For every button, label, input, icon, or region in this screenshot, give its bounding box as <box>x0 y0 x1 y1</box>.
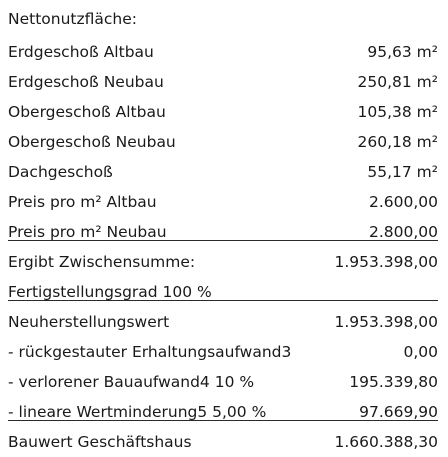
row-value: 55,17 m² <box>367 163 438 181</box>
row-obergeschoss-altbau <box>8 97 438 127</box>
row-value: 1.953.398,00 <box>334 253 438 271</box>
row-erdgeschoss-altbau <box>8 37 438 67</box>
row-erhaltungsaufwand <box>8 337 438 367</box>
row-value: 95,63 m² <box>367 43 438 61</box>
row-preis-neubau <box>8 217 438 247</box>
row-erdgeschoss-neubau <box>8 67 438 97</box>
row-value: 0,00 <box>403 343 438 361</box>
row-label: Obergeschoß Neubau <box>8 133 176 151</box>
row-label: Neuherstellungswert <box>8 313 170 331</box>
row-label: Obergeschoß Altbau <box>8 103 166 121</box>
row-label: - lineare Wertminderung5 5,00 % <box>8 403 267 421</box>
row-obergeschoss-neubau <box>8 127 438 157</box>
row-label: Ergibt Zwischensumme: <box>8 253 196 271</box>
row-value: 260,18 m² <box>357 133 438 151</box>
row-value: 97.669,90 <box>359 403 438 421</box>
row-preis-altbau <box>8 187 438 217</box>
row-value: 195.339,80 <box>349 373 438 391</box>
row-zwischensumme <box>8 247 438 277</box>
valuation-rows <box>8 37 438 457</box>
row-label: Erdgeschoß Neubau <box>8 73 164 91</box>
row-value: 250,81 m² <box>357 73 438 91</box>
row-label: Fertigstellungsgrad 100 % <box>8 283 212 301</box>
row-dachgeschoss <box>8 157 438 187</box>
row-label: - rückgestauter Erhaltungsaufwand3 <box>8 343 292 361</box>
row-fertigstellungsgrad <box>8 277 438 307</box>
row-bauwert-geschaeftshaus <box>8 427 438 457</box>
row-value: 2.800,00 <box>368 223 438 241</box>
row-label: Erdgeschoß Altbau <box>8 43 154 61</box>
section-heading: Nettonutzfläche: <box>8 10 137 28</box>
row-value: 1.953.398,00 <box>334 313 438 331</box>
row-verlorener-bauaufwand <box>8 367 438 397</box>
row-wertminderung <box>8 397 438 427</box>
row-value: 2.600,00 <box>368 193 438 211</box>
row-label: Preis pro m² Altbau <box>8 193 157 211</box>
row-label: Dachgeschoß <box>8 163 113 181</box>
row-label: - verlorener Bauaufwand4 10 % <box>8 373 255 391</box>
row-label: Preis pro m² Neubau <box>8 223 167 241</box>
row-neuherstellungswert <box>8 307 438 337</box>
row-label: Bauwert Geschäftshaus <box>8 433 192 451</box>
row-value: 105,38 m² <box>357 103 438 121</box>
row-value: 1.660.388,30 <box>334 433 438 451</box>
